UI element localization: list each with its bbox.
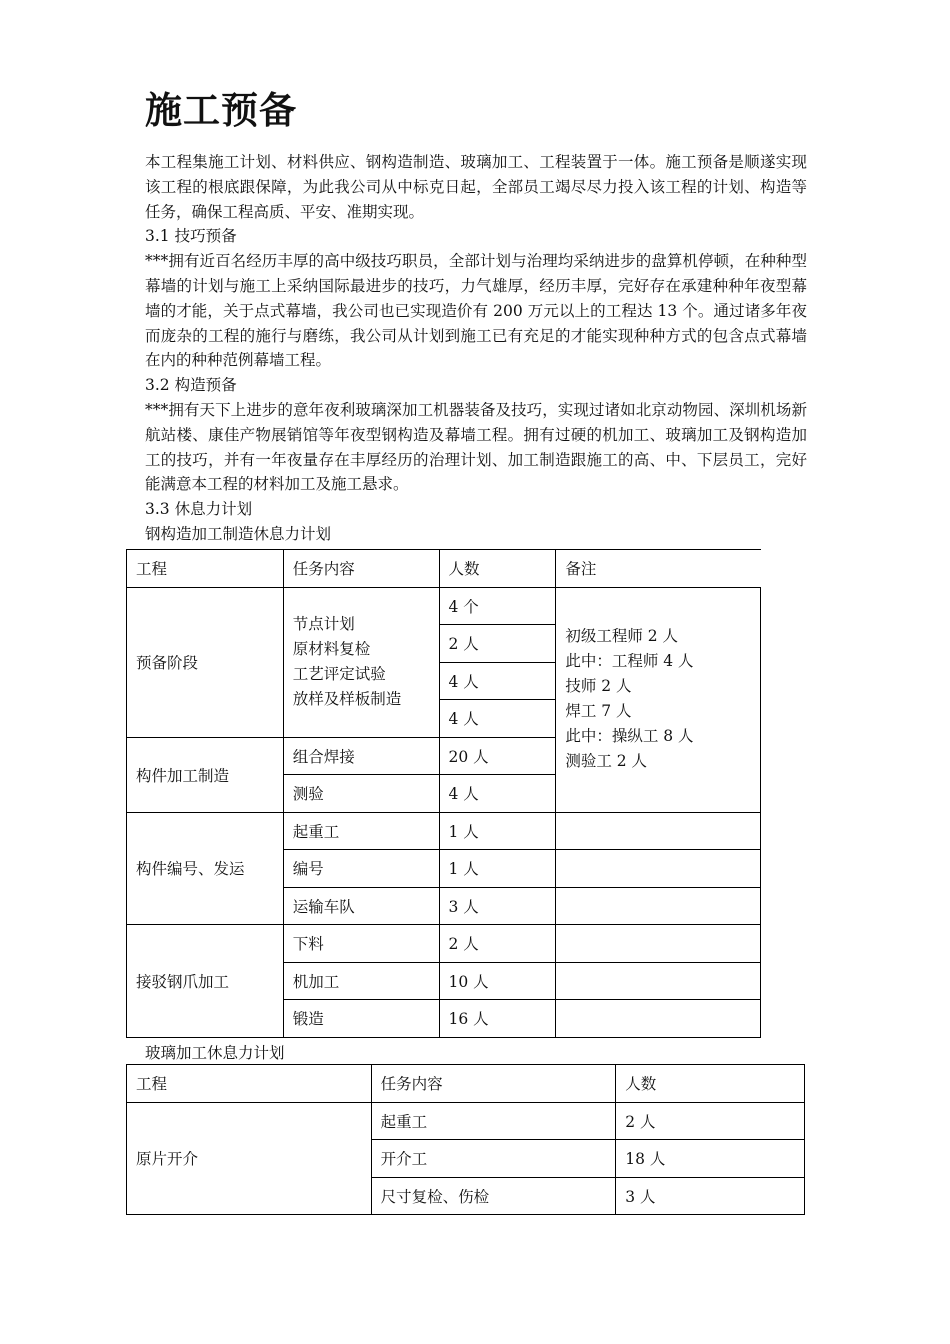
count-cell: 2 人	[439, 625, 556, 663]
empty-notes-cell	[556, 850, 761, 888]
table1-caption: 钢构造加工制造休息力计划	[145, 524, 332, 543]
section-paragraph-3-2: ***拥有天下上进步的意年夜利玻璃深加工机器装备及技巧，实现过诸如北京动物园、深圳机场新航站楼、康佳产物展销馆等年夜型钢构造及幕墙工程。拥有过硬的机加工、玻璃加工及钢构造加工的技巧，并有一年夜量存在丰厚经历的治理计划、加工制造跟施工的高、中、下层员工，完好能满意本工程的材料加工及施工悬求。	[145, 400, 807, 494]
note-item: 技师 2 人	[565, 676, 632, 695]
count-cell: 2 人	[439, 925, 556, 963]
group-name-cell: 原片开介	[127, 1102, 372, 1215]
task-cell: 机加工	[283, 962, 439, 1000]
group-name-cell: 预备阶段	[127, 587, 284, 737]
group-name-cell: 构件编号、发运	[127, 812, 284, 925]
count-cell: 3 人	[439, 887, 556, 925]
header-cell: 人数	[439, 550, 556, 587]
note-item: 此中：工程师 4 人	[565, 651, 694, 670]
count-cell: 20 人	[439, 737, 556, 775]
task-cell: 组合焊接	[283, 737, 439, 775]
task-cell: 起重工	[283, 812, 439, 850]
note-item: 焊工 7 人	[565, 701, 632, 720]
count-cell: 18 人	[616, 1140, 805, 1178]
count-cell: 2 人	[616, 1102, 805, 1140]
empty-notes-cell	[556, 962, 761, 1000]
count-cell: 4 个	[439, 587, 556, 625]
header-cell: 工程	[127, 550, 284, 587]
count-cell: 3 人	[616, 1177, 805, 1215]
header-cell: 任务内容	[283, 550, 439, 587]
task-item: 原材料复检	[292, 640, 371, 658]
count-cell: 4 人	[439, 775, 556, 813]
header-cell: 备注	[556, 550, 761, 587]
glass-labor-table	[126, 1064, 805, 1215]
task-item: 工艺评定试验	[292, 665, 386, 683]
header-cell: 任务内容	[371, 1065, 616, 1103]
task-cell: 运输车队	[283, 887, 439, 925]
count-cell: 4 人	[439, 662, 556, 700]
note-item: 此中：操纵工 8 人	[565, 726, 694, 745]
task-cell: 测验	[283, 775, 439, 813]
empty-notes-cell	[556, 812, 761, 850]
task-cell: 开介工	[371, 1140, 616, 1178]
task-cell: 锻造	[283, 1000, 439, 1038]
header-cell: 工程	[127, 1065, 372, 1103]
header-cell: 人数	[616, 1065, 805, 1103]
task-cell: 编号	[283, 850, 439, 888]
group-name-cell: 接驳钢爪加工	[127, 925, 284, 1038]
task-list-cell	[283, 587, 439, 737]
table-header-row	[127, 1065, 805, 1103]
count-cell: 10 人	[439, 962, 556, 1000]
table1-top-rule	[126, 549, 761, 550]
note-item: 初级工程师 2 人	[565, 626, 679, 645]
count-cell: 1 人	[439, 812, 556, 850]
table-row	[127, 1102, 805, 1140]
task-cell: 起重工	[371, 1102, 616, 1140]
count-cell: 16 人	[439, 1000, 556, 1038]
task-cell: 下料	[283, 925, 439, 963]
table-row	[127, 587, 761, 625]
intro-paragraph: 本工程集施工计划、材料供应、钢构造制造、玻璃加工、工程装置于一体。施工预备是顺遂实现该工程的根底跟保障，为此我公司从中标克日起，全部员工竭尽尽力投入该工程的计划、构造等任务，确保工程高质、平安、准期实现。	[145, 153, 807, 221]
task-item: 放样及样板制造	[292, 690, 402, 708]
table-row	[127, 925, 761, 963]
empty-notes-cell	[556, 925, 761, 963]
table-header-row	[127, 550, 761, 587]
steel-labor-table	[126, 550, 761, 1038]
note-item: 测验工 2 人	[565, 751, 648, 770]
group-name-cell: 构件加工制造	[127, 737, 284, 812]
page-title: 施工预备	[145, 88, 297, 132]
count-cell: 1 人	[439, 850, 556, 888]
table-row	[127, 812, 761, 850]
section-heading-3-3: 3.3 休息力计划	[145, 500, 253, 519]
body-text	[145, 150, 807, 547]
count-cell: 4 人	[439, 700, 556, 738]
section-heading-3-2: 3.2 构造预备	[145, 376, 237, 395]
section-heading-3-1: 3.1 技巧预备	[145, 227, 237, 246]
section-paragraph-3-1: ***拥有近百名经历丰厚的高中级技巧职员，全部计划与治理均采纳进步的盘算机停顿，在种种型幕墙的计划与施工上采纳国际最进步的技巧，力气雄厚，经历丰厚，完好存在承建种种年夜型幕墙的才能，关于点式幕墙，我公司也已实现造价有 200 万元以上的工程达 13 个。通过诸多年夜而庞杂的工程的施行与磨练，我公司从计划到施工已有充足的才能实现种种方式的包含点式幕墙在内的种种范例幕墙工程。	[145, 252, 807, 370]
empty-notes-cell	[556, 1000, 761, 1038]
notes-cell	[556, 587, 761, 812]
table2-caption: 玻璃加工休息力计划	[145, 1044, 285, 1062]
task-item: 节点计划	[292, 615, 355, 633]
empty-notes-cell	[556, 887, 761, 925]
task-cell: 尺寸复检、伤检	[371, 1177, 616, 1215]
